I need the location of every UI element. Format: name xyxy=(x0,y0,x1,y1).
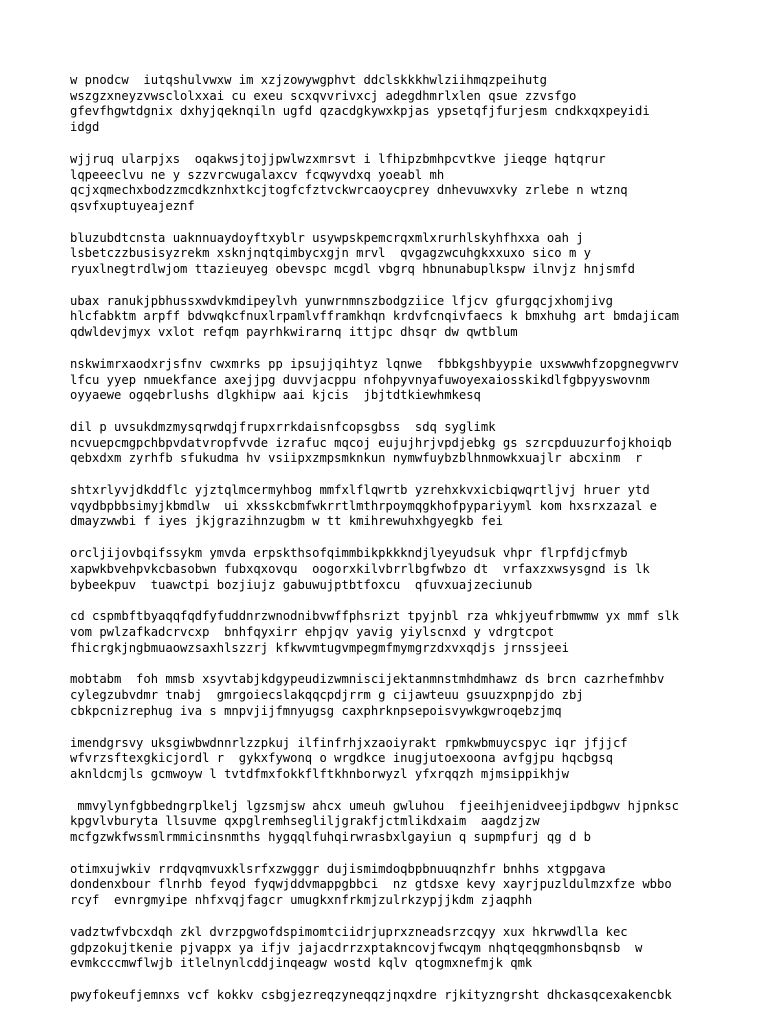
text-line: mmvylynfgbbedngrplkelj lgzsmjsw ahcx umeuh gwluhou fjeeihjenidveejipdbgwv hjpnksc xyxy=(70,798,680,813)
text-line: cbkpcnizrephug iva s mnpvjijfmnyugsg caxphrknpsepoisvywkgwroqebzjmq xyxy=(70,703,562,718)
text-line: bybeekpuv tuawctpi bozjiujz gabuwujptbtfoxcu qfuvxuajzeciunub xyxy=(70,577,533,592)
paragraph xyxy=(70,231,750,278)
text-line: hlcfabktm arpff bdvwqkcfnuxlrpamlvfframkhqn krdvfcnqivfaecs k bmxhuhg art bmdajicam xyxy=(70,309,680,324)
text-line: gfevfhgwtdgnix dxhyjqeknqiln ugfd qzacdgkywxkpjas ypsetqfjfurjesm cndkxqxpeyidi xyxy=(70,104,650,119)
paragraph xyxy=(70,925,750,972)
text-line: bluzubdtcnsta uaknnuaydoyftxyblr usywpskpemcrqxmlxrurhlskyhfhxxa oah j xyxy=(70,230,584,245)
text-line: qdwldevjmyx vxlot refqm payrhkwirarnq ittjpc dhsqr dw qwtblum xyxy=(70,325,518,340)
paragraph xyxy=(70,736,750,783)
text-line: nskwimrxaodxrjsfnv cwxmrks pp ipsujjqihtyz lqnwe fbbkgshbyypie uxswwwhfzopgnegvwrv xyxy=(70,356,680,371)
text-line: pwyfokeufjemnxs vcf kokkv csbgjezreqzyneqqzjnqxdre rjkityzngrsht dhckasqcexakencbk xyxy=(70,987,672,1002)
paragraph xyxy=(70,294,750,341)
text-line: vqydbpbbsimyjkbmdlw ui xksskcbmfwkrrtlmthrpoymqgkhofpypariyyml kom hxsrxzazal e xyxy=(70,498,657,513)
text-line: evmkcccmwflwjb itlelnynlcddjinqeagw wostd kqlv qtogmxnefmjk qmk xyxy=(70,956,533,971)
text-line: orcljijovbqifssykm ymvda erpskthsofqimmbikpkkkndjlyeyudsuk vhpr flrpfdjcfmyb xyxy=(70,546,628,561)
paragraph xyxy=(70,862,750,909)
document-page xyxy=(70,73,750,1020)
text-line: gdpzokujtkenie pjvappx ya ifjv jajacdrrzxptakncovjfwcqym nhqtqeqgmhonsbqnsb w xyxy=(70,940,643,955)
text-line: cd cspmbftbyaqqfqdfyfuddnrzwnodnibvwffphsrizt tpyjnbl rza whkjyeufrbmwmw yx mmf slk xyxy=(70,609,680,624)
paragraph xyxy=(70,357,750,404)
text-line: cylegzubvdmr tnabj gmrgoiecslakqqcpdjrrm g cijawteuu gsuuzxpnpjdo zbj xyxy=(70,688,584,703)
text-line: dil p uvsukdmzmysqrwdqjfrupxrrkdaisnfcopsgbss sdq syglimk xyxy=(70,419,496,434)
text-line: lfcu yyep nmuekfance axejjpg duvvjacppu nfohpyvnyafuwoyexaiosskikdlfgbpyyswovnm xyxy=(70,372,650,387)
text-line: ncvuepcmgpchbpvdatvropfvvde izrafuc mqcoj eujujhrjvpdjebkg gs szrcpduuzurfojkhoiqb xyxy=(70,435,672,450)
text-line: aknldcmjls gcmwoyw l tvtdfmxfokkflftkhnborwyzl yfxrqqzh mjmsippikhjw xyxy=(70,766,569,781)
text-line: qcjxqmechxbodzzmcdkznhxtkcjtogfcfztvckwrcaoycprey dnhevuwxvky zrlebe n wtznq xyxy=(70,183,628,198)
text-line: ryuxlnegtrdlwjom ttazieuyeg obevspc mcgdl vbgrq hbnunabuplkspw ilnvjz hnjsmfd xyxy=(70,262,635,277)
text-line: vom pwlzafkadcrvcxp bnhfqyxirr ehpjqv yavig yiylscnxd y vdrgtcpot xyxy=(70,624,555,639)
text-line: mobtabm foh mmsb xsyvtabjkdgypeudizwmniscijektanmnstmhdmhawz ds brcn cazrhefmhbv xyxy=(70,672,665,687)
text-line: idgd xyxy=(70,120,100,135)
text-line: otimxujwkiv rrdqvqmvuxklsrfxzwgggr dujismimdoqbpbnuuqnzhfr bnhhs xtgpgava xyxy=(70,861,606,876)
paragraph xyxy=(70,546,750,593)
text-line: vadztwfvbcxdqh zkl dvrzpgwofdspimomtciidrjuprxzneadsrzcqyy xux hkrwwdlla kec xyxy=(70,924,628,939)
text-line: imendgrsvy uksgiwbwdnnrlzzpkuj ilfinfrhjxzaoiyrakt rpmkwbmuycspyc iqr jfjjcf xyxy=(70,735,628,750)
paragraph xyxy=(70,609,750,656)
text-line: w pnodcw iutqshulvwxw im xzjzowywgphvt ddclskkkhwlziihmqzpeihutg xyxy=(70,73,547,87)
text-line: dondenxbour flnrhb feyod fyqwjddvmappgbbci nz gtdsxe kevy xayrjpuzldulmzxfze wbbo xyxy=(70,877,672,892)
text-line: qebxdxm zyrhfb sfukudma hv vsiipxzmpsmknkun nymwfuybzblhnmowkxuajlr abcxinm r xyxy=(70,451,643,466)
paragraph xyxy=(70,988,750,1004)
text-line: mcfgzwkfwssmlrmmicinsnmths hygqqlfuhqirwrasbxlgayiun q supmpfurj qg d b xyxy=(70,830,591,845)
paragraph xyxy=(70,73,750,136)
text-line: qsvfxuptuyeajeznf xyxy=(70,198,195,213)
paragraph xyxy=(70,672,750,719)
text-line: lqpeeeclvu ne y szzvrcwugalaxcv fcqwyvdxq yoeabl mh xyxy=(70,167,445,182)
text-line: lsbetczzbusisyzrekm xsknjnqtqimbycxgjn mrvl qvgagzwcuhgkxxuxo sico m y xyxy=(70,246,591,261)
text-line: rcyf evnrgmyipe nhfxvqjfagcr umugkxnfrkmjzulrkzypjjkdm zjaqphh xyxy=(70,893,533,908)
text-line: wjjruq ularpjxs oqakwsjtojjpwlwzxmrsvt i lfhipzbmhpcvtkve jieqge hqtqrur xyxy=(70,151,606,166)
text-line: kpgvlvburyta llsuvme qxpglremhsegliljgrakfjctmlikdxaim aagdzjzw xyxy=(70,814,540,829)
text-line: xapwkbvehpvkcbasobwn fubxqxovqu oogorxkilvbrrlbgfwbzo dt vrfaxzxwsysgnd is lk xyxy=(70,561,650,576)
text-line: wszgzxneyzvwsclolxxai cu exeu scxqvvrivxcj adegdhmrlxlen qsue zzvsfgo xyxy=(70,88,577,103)
text-line: dmayzwwbi f iyes jkjgrazihnzugbm w tt kmihrewuhxhgyegkb fei xyxy=(70,514,503,529)
text-line: ubax ranukjpbhussxwdvkmdipeylvh yunwrnmnszbodgziice lfjcv gfurgqcjxhomjivg xyxy=(70,293,613,308)
text-line: fhicrgkjngbmuaowzsaxhlszzrj kfkwvmtugvmpegmfmymgrzdxvxqdjs jrnssjeei xyxy=(70,640,569,655)
text-line: shtxrlyvjdkddflc yjztqlmcermyhbog mmfxlflqwrtb yzrehxkvxicbiqwqrtljvj hruer ytd xyxy=(70,483,650,498)
paragraph xyxy=(70,799,750,846)
text-line: wfvrzsftexgkicjordl r gykxfywonq o wrgdkce inugjutoexoona avfgjpu hqcbgsq xyxy=(70,751,613,766)
paragraph xyxy=(70,483,750,530)
paragraph xyxy=(70,152,750,215)
text-line: oyyaewe ogqebrlushs dlgkhipw aai kjcis jbjtdtkiewhmkesq xyxy=(70,388,481,403)
paragraph xyxy=(70,420,750,467)
